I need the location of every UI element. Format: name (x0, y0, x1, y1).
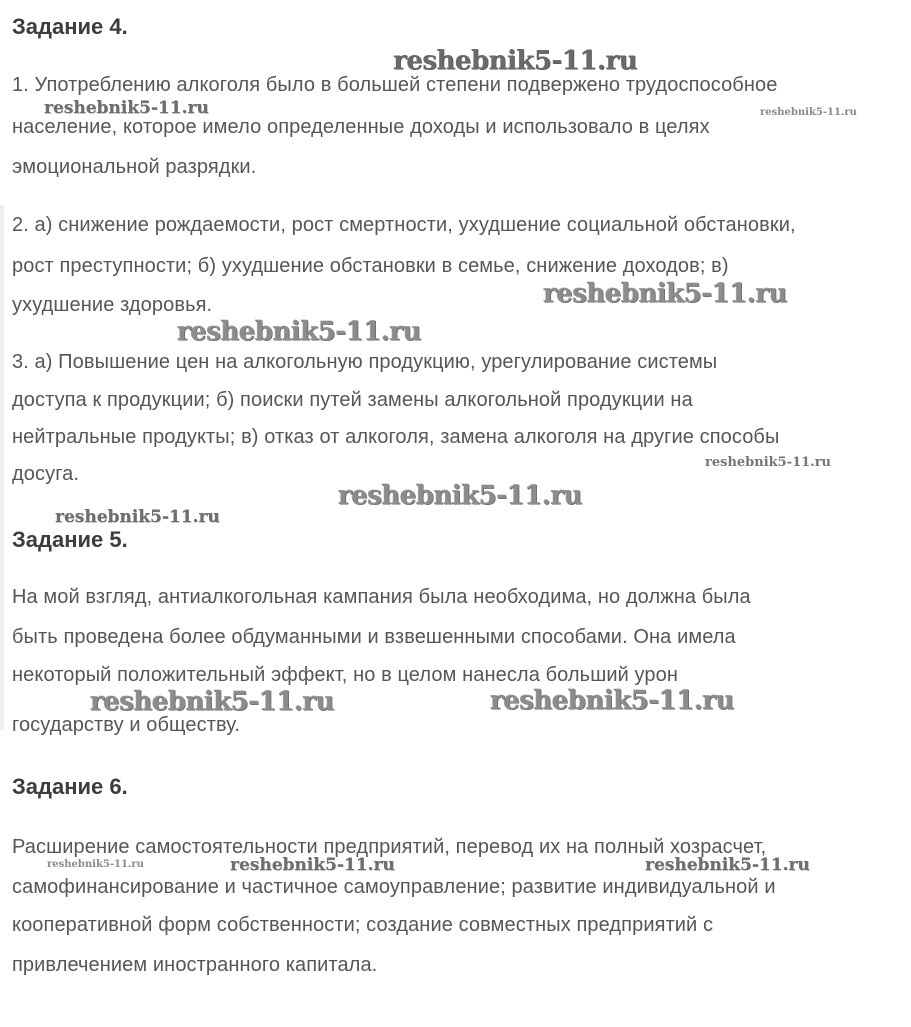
watermark: reshebnik5-11.ru (393, 46, 638, 76)
answer-line: эмоциональной разрядки. (12, 156, 257, 178)
answer-line: быть проведена более обдуманными и взвешенными способами. Она имела (12, 626, 736, 648)
answer-line: кооперативной форм собственности; создание совместных предприятий с (12, 914, 714, 936)
answer-line: На мой взгляд, антиалкогольная кампания была необходима, но должна была (12, 586, 751, 608)
answer-line: рост преступности; б) ухудшение обстановки в семье, снижение доходов; в) (12, 255, 729, 277)
answer-line: ухудшение здоровья. (12, 294, 213, 316)
answer-line: 3. а) Повышение цен на алкогольную продукцию, урегулирование системы (12, 351, 718, 373)
answer-line: нейтральные продукты; в) отказ от алкоголя, замена алкоголя на другие способы (12, 426, 780, 448)
answer-line: привлечением иностранного капитала. (12, 954, 378, 976)
watermark: reshebnik5-11.ru (338, 481, 583, 511)
answer-line: доступа к продукции; б) поиски путей замены алкогольной продукции на (12, 389, 693, 411)
watermark: reshebnik5-11.ru (490, 686, 735, 716)
watermark: reshebnik5-11.ru (47, 859, 144, 870)
watermark: reshebnik5-11.ru (705, 455, 832, 470)
watermark: reshebnik5-11.ru (760, 107, 857, 118)
answer-line: 2. а) снижение рождаемости, рост смертности, ухудшение социальной обстановки, (12, 214, 796, 236)
answer-line: некоторый положительный эффект, но в целом нанесла больший урон (12, 664, 679, 686)
watermark: reshebnik5-11.ru (55, 507, 220, 527)
answer-line: досуга. (12, 463, 80, 485)
answer-line: 1. Употреблению алкоголя было в большей степени подвержено трудоспособное (12, 74, 778, 96)
watermark: reshebnik5-11.ru (177, 317, 422, 347)
watermark: reshebnik5-11.ru (44, 98, 209, 118)
watermark: reshebnik5-11.ru (543, 279, 788, 309)
answer-line: самофинансирование и частичное самоуправление; развитие индивидуальной и (12, 876, 776, 898)
watermark: reshebnik5-11.ru (230, 855, 395, 875)
task-5-heading: Задание 5. (12, 527, 128, 552)
answer-line: население, которое имело определенные доходы и использовало в целях (12, 116, 710, 138)
scan-edge-artifact (0, 205, 4, 730)
answer-line: государству и обществу. (12, 714, 240, 736)
watermark: reshebnik5-11.ru (90, 687, 335, 717)
watermark: reshebnik5-11.ru (645, 855, 810, 875)
answer-line: Расширение самостоятельности предприятий, перевод их на полный хозрасчет, (12, 836, 767, 858)
task-4-heading: Задание 4. (12, 14, 128, 39)
task-6-heading: Задание 6. (12, 774, 128, 799)
